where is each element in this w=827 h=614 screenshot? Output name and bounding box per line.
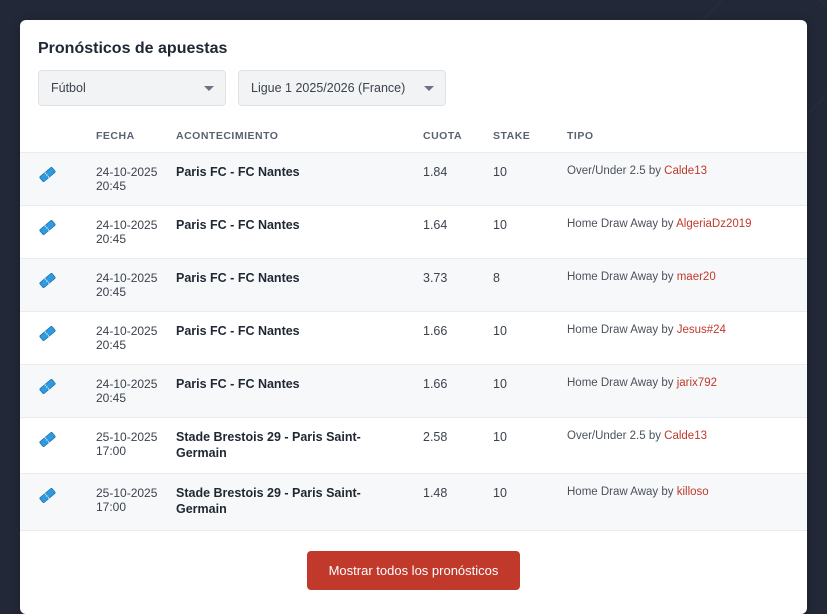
row-icon-cell [20,474,90,530]
show-all-predictions-button[interactable]: Mostrar todos los pronósticos [307,551,521,590]
table-row[interactable] [20,418,807,474]
row-event-label: Paris FC - FC Nantes [176,218,411,234]
sport-select-value: Fútbol [51,81,86,95]
ticket-icon [38,430,57,449]
row-odd: 1.64 [417,206,487,259]
row-user-link[interactable]: Calde13 [664,165,707,177]
card-footer [20,531,807,614]
filters-bar [20,70,807,122]
sport-select[interactable] [38,70,226,106]
ticket-icon [38,377,57,396]
row-event-label: Stade Brestois 29 - Paris Saint-Germain [176,430,411,461]
table-row[interactable] [20,259,807,312]
row-user-link[interactable]: maer20 [677,271,716,283]
league-select-value: Ligue 1 2025/2026 (France) [251,81,405,95]
table-row[interactable] [20,206,807,259]
row-date-time: 20:45 [96,338,164,352]
page-title: Pronósticos de apuestas [20,20,807,70]
row-icon-cell [20,365,90,418]
ticket-icon [38,165,57,184]
row-type-label: Home Draw Away by [567,486,677,498]
row-type-label: Home Draw Away by [567,218,676,230]
row-type-label: Home Draw Away by [567,377,677,389]
row-date [90,259,170,312]
row-date [90,312,170,365]
row-event-label: Paris FC - FC Nantes [176,165,411,181]
column-header-icon [20,122,90,153]
row-date-day: 24-10-2025 [96,377,157,391]
column-header-date: FECHA [90,122,170,153]
row-date [90,418,170,474]
ticket-icon [38,218,57,237]
row-user-link[interactable]: AlgeriaDz2019 [676,218,751,230]
row-odd: 1.66 [417,312,487,365]
row-event-label: Paris FC - FC Nantes [176,324,411,340]
row-type-label: Home Draw Away by [567,271,677,283]
row-stake: 10 [487,474,561,530]
row-date-time: 20:45 [96,179,164,193]
row-odd: 1.84 [417,153,487,206]
row-icon-cell [20,312,90,365]
row-type [561,312,807,365]
row-type [561,474,807,530]
row-user-link[interactable]: Jesus#24 [677,324,726,336]
row-date-day: 24-10-2025 [96,271,157,285]
row-date-day: 24-10-2025 [96,165,157,179]
table-row[interactable] [20,365,807,418]
row-odd: 3.73 [417,259,487,312]
row-date-day: 25-10-2025 [96,430,157,444]
row-date [90,365,170,418]
row-date-time: 17:00 [96,444,164,458]
table-row[interactable] [20,153,807,206]
row-event[interactable] [170,474,417,530]
column-header-type: TIPO [561,122,807,153]
row-type [561,365,807,418]
row-user-link[interactable]: jarix792 [677,377,717,389]
row-icon-cell [20,259,90,312]
column-header-event: ACONTECIMIENTO [170,122,417,153]
row-type [561,206,807,259]
column-header-stake: STAKE [487,122,561,153]
row-date-time: 20:45 [96,232,164,246]
league-select[interactable] [238,70,446,106]
row-date-day: 24-10-2025 [96,324,157,338]
row-event[interactable] [170,365,417,418]
row-date [90,206,170,259]
row-type [561,259,807,312]
chevron-down-icon [204,86,214,91]
row-user-link[interactable]: Calde13 [664,430,707,442]
predictions-table [20,122,807,531]
row-icon-cell [20,206,90,259]
table-body [20,153,807,531]
ticket-icon [38,271,57,290]
row-event-label: Paris FC - FC Nantes [176,271,411,287]
row-type [561,153,807,206]
row-date-day: 24-10-2025 [96,218,157,232]
row-event-label: Stade Brestois 29 - Paris Saint-Germain [176,486,411,517]
row-event[interactable] [170,312,417,365]
row-date-time: 17:00 [96,500,164,514]
row-event[interactable] [170,259,417,312]
row-event[interactable] [170,153,417,206]
row-icon-cell [20,153,90,206]
row-event-label: Paris FC - FC Nantes [176,377,411,393]
row-icon-cell [20,418,90,474]
row-stake: 10 [487,312,561,365]
row-stake: 8 [487,259,561,312]
row-type-label: Over/Under 2.5 by [567,165,664,177]
row-date-time: 20:45 [96,391,164,405]
row-date-time: 20:45 [96,285,164,299]
row-user-link[interactable]: killoso [677,486,709,498]
row-event[interactable] [170,418,417,474]
row-type-label: Home Draw Away by [567,324,677,336]
row-stake: 10 [487,206,561,259]
ticket-icon [38,486,57,505]
row-odd: 1.66 [417,365,487,418]
row-date-day: 25-10-2025 [96,486,157,500]
ticket-icon [38,324,57,343]
table-row[interactable] [20,312,807,365]
row-date [90,474,170,530]
column-header-odd: CUOTA [417,122,487,153]
row-date [90,153,170,206]
predictions-card [20,20,807,614]
row-odd: 2.58 [417,418,487,474]
table-header [20,122,807,153]
row-event[interactable] [170,206,417,259]
row-type-label: Over/Under 2.5 by [567,430,664,442]
row-stake: 10 [487,153,561,206]
chevron-down-icon [424,86,434,91]
row-odd: 1.48 [417,474,487,530]
table-row[interactable] [20,474,807,530]
row-stake: 10 [487,418,561,474]
row-stake: 10 [487,365,561,418]
row-type [561,418,807,474]
